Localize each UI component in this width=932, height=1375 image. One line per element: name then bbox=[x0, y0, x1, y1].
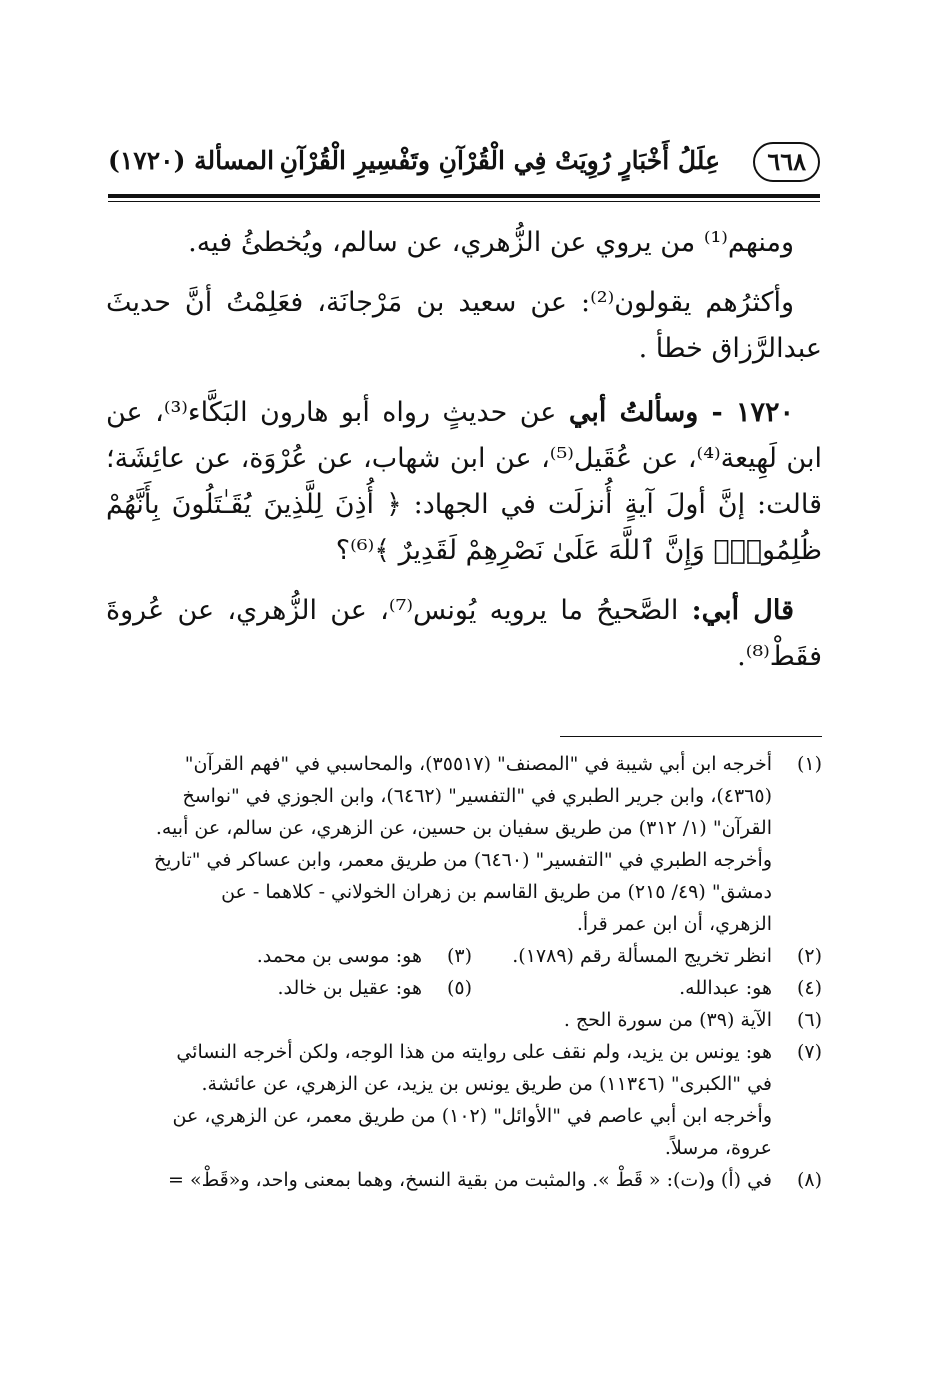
footnote-row-2-3 bbox=[104, 940, 822, 972]
answer-body: الصَّحيحُ ما يرويه يُونس⁽⁷⁾، عن الزُّهري، عن عُروةَ فقَطْ⁽⁸⁾. bbox=[106, 595, 822, 672]
paragraph-answer bbox=[106, 588, 822, 680]
footnote-4 bbox=[472, 972, 822, 1004]
footnote-2 bbox=[472, 940, 822, 972]
footnote-text: هو: عقيل بن خالد. bbox=[277, 977, 422, 999]
footnotes bbox=[104, 748, 822, 1196]
footnote-line: القرآن" (١/ ٣١٢) من طريق سفيان بن حسين، عن الزهري، عن سالم، عن أبيه. bbox=[155, 817, 772, 839]
footnote-number: (٢) bbox=[796, 945, 822, 967]
footnote-number: (٦) bbox=[796, 1009, 822, 1031]
footnote-8 bbox=[104, 1164, 822, 1196]
footnote-7 bbox=[104, 1036, 822, 1164]
footnote-line: الزهري، أن ابن عمر قرأ. bbox=[576, 913, 772, 935]
paragraph-1: ومنهم⁽¹⁾ من يروي عن الزُّهري، عن سالم، ويُخطئُ فيه. bbox=[188, 227, 794, 258]
footnote-line: وأخرجه الطبري في "التفسير" (٦٤٦٠) من طريق معمر، وابن عساكر في "تاريخ bbox=[153, 849, 772, 871]
footnote-3 bbox=[122, 940, 472, 972]
issue-body: عن حديثٍ رواه أبو هارون البَكَّاء⁽³⁾، عن ابن لَهِيعة⁽⁴⁾، عن عُقَيل⁽⁵⁾، عن ابن شهاب، عن عُرْوَة، عن عائِشَة؛ قالت: إنَّ أولَ آيةٍ أُنزلَت في الجهاد: ﴿ أُذِنَ لِلَّذِينَ يُقَـٰتَلُونَ بِأَنَّهُمْ ظُلِمُواْۚ وَإِنَّ ٱللَّهَ عَلَىٰ نَصْرِهِمْ لَقَدِيرٌ ﴾⁽⁶⁾؟ bbox=[106, 397, 822, 566]
paragraph-issue bbox=[106, 390, 822, 574]
page-number: ٦٦٨ bbox=[753, 142, 820, 182]
footnote-line: في "الكبرى" (١١٣٤٦) من طريق يونس بن يزيد، عن الزهري، عن عائشة. bbox=[201, 1073, 772, 1095]
page-header bbox=[108, 140, 820, 184]
footnote-divider bbox=[560, 736, 822, 737]
footnote-text: هو: عبدالله. bbox=[679, 977, 772, 999]
footnote-5 bbox=[122, 972, 472, 1004]
footnote-number: (٨) bbox=[796, 1169, 822, 1191]
header-rule-thick bbox=[108, 194, 820, 198]
footnote-line: دمشق" (٤٩/ ٢١٥) من طريق القاسم بن زهران الخولاني - كلاهما - عن bbox=[221, 881, 772, 903]
footnote-6 bbox=[104, 1004, 822, 1036]
footnote-number: (٥) bbox=[446, 977, 472, 999]
footnote-text: في (أ) و(ت): « قَطْ ». والمثبت من بقية النسخ، وهما بمعنى واحد، و«قَطْ» = bbox=[168, 1169, 772, 1191]
footnote-line: أخرجه ابن أبي شيبة في "المصنف" (٣٥٥١٧)، والمحاسبي في "فهم القرآن" bbox=[184, 753, 772, 775]
issue-lead: ١٧٢٠ - وسألتُ أبي bbox=[568, 397, 794, 428]
footnote-number: (٤) bbox=[796, 977, 822, 999]
footnote-text: هو: موسى بن محمد. bbox=[256, 945, 422, 967]
footnote-line: عروة، مرسلاً. bbox=[664, 1137, 772, 1159]
running-title: عِلَلُ أَخْبَارٍ رُوِيَتْ فِي الْقُرْآنِ وتَفْسِيرِ الْقُرْآنِ bbox=[279, 146, 720, 175]
footnote-number: (٣) bbox=[446, 945, 472, 967]
footnote-line: وأخرجه ابن أبي عاصم في "الأوائل" (١٠٢) من طريق معمر، عن الزهري، عن bbox=[172, 1105, 772, 1127]
footnote-row-4-5 bbox=[104, 972, 822, 1004]
footnote-1 bbox=[104, 748, 822, 940]
footnote-line: هو: يونس بن يزيد، ولم نقف على روايته من هذا الوجه، ولكن أخرجه النسائي bbox=[176, 1041, 772, 1063]
main-text bbox=[106, 220, 822, 694]
issue-label: المسألة (١٧٢٠) bbox=[108, 146, 275, 175]
paragraph-2: وأكثرُهم يقولون⁽²⁾: عن سعيد بن مَرْجانَة، فعَلِمْتُ أنَّ حديثَ عبدالرَّزاق خطأ . bbox=[106, 287, 822, 364]
footnote-number: (٧) bbox=[796, 1041, 822, 1063]
answer-lead: قال أبي: bbox=[691, 595, 794, 626]
header-rule-thin bbox=[108, 201, 820, 202]
footnote-number: (١) bbox=[796, 753, 822, 775]
footnote-line: (٤٣٦٥)، وابن جرير الطبري في "التفسير" (٦٤٦٢)، وابن الجوزي في "نواسخ bbox=[182, 785, 772, 807]
footnote-text: انظر تخريج المسألة رقم (١٧٨٩). bbox=[512, 945, 772, 967]
footnote-text: الآية (٣٩) من سورة الحج . bbox=[563, 1009, 772, 1031]
